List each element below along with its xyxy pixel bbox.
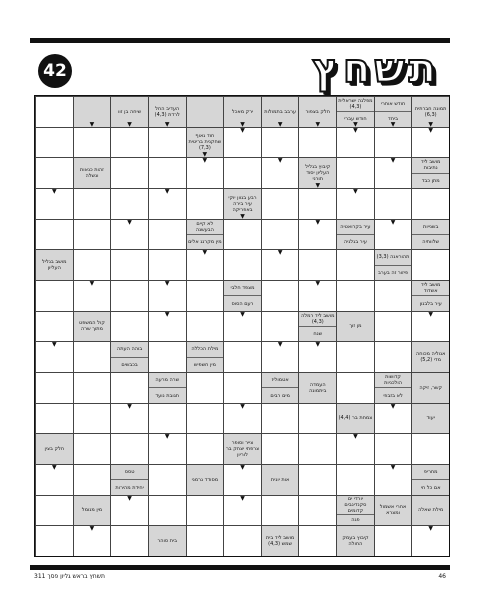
answer-cell[interactable] [186, 188, 224, 219]
answer-cell[interactable] [336, 127, 374, 158]
title-area [270, 46, 440, 90]
clue-text: מושב ליד רמלה (4,3) [301, 312, 335, 325]
clue-text-secondary: ביחד [375, 111, 412, 126]
answer-cell[interactable] [261, 249, 299, 280]
clue-cell [374, 249, 412, 280]
answer-cell[interactable] [110, 188, 148, 219]
clue-text-secondary: שלוותיה [412, 234, 449, 249]
clue-cell [73, 495, 111, 526]
clue-text: שיחה בן זוו [118, 108, 142, 115]
answer-cell[interactable] [374, 433, 412, 464]
clue-text: בשנייות [423, 223, 439, 230]
answer-cell[interactable] [110, 525, 148, 556]
answer-cell[interactable] [223, 495, 261, 526]
clue-text: אנוליה מכוחה מדי (5,2) [415, 351, 446, 364]
arrow-down-icon: ▼ [127, 218, 132, 226]
arrow-down-icon: ▼ [353, 433, 358, 441]
arrow-down-icon: ▼ [164, 120, 170, 127]
clue-cell [374, 372, 412, 403]
clue-text: אות יונית [270, 476, 290, 483]
arrow-down-icon: ▼ [240, 126, 245, 134]
arrow-down-icon: ▼ [52, 341, 57, 349]
answer-cell[interactable] [336, 157, 374, 188]
clue-text-secondary: חודש עברי [337, 111, 374, 126]
arrow-down-icon: ▼ [52, 187, 57, 195]
footer-rule [30, 565, 450, 570]
answer-cell[interactable] [223, 464, 261, 495]
answer-cell[interactable] [35, 188, 73, 219]
clue-cell [223, 280, 261, 311]
answer-cell[interactable] [110, 311, 148, 342]
clue-text: חוד גאוף שחקנית בריטית (7,3) [188, 133, 222, 152]
answer-cell[interactable] [298, 464, 336, 495]
answer-cell[interactable] [223, 372, 261, 403]
answer-cell[interactable] [186, 157, 224, 188]
page-number: 46 [438, 573, 446, 580]
clue-text: צייר וסופר צרפתי יצחק בר לוריון [225, 440, 260, 459]
clue-text-secondary: מין מקרנג אלים [187, 234, 224, 249]
answer-cell[interactable] [110, 280, 148, 311]
answer-cell[interactable] [73, 372, 111, 403]
answer-cell[interactable] [411, 311, 449, 342]
arrow-down-icon: ▼ [315, 120, 321, 127]
clue-text-secondary: רעם הסוס [224, 295, 261, 310]
arrow-down-icon: ▼ [240, 494, 245, 502]
clue-text-secondary: יחידת מהירות [111, 479, 148, 494]
clue-cell [336, 525, 374, 556]
answer-cell[interactable] [374, 525, 412, 556]
clue-cell [336, 96, 374, 127]
answer-cell[interactable] [73, 341, 111, 372]
clue-text-secondary: פיזור זה בערב [375, 265, 412, 280]
answer-cell[interactable] [223, 157, 261, 188]
clue-text-secondary: מין חשפיש [187, 357, 224, 372]
arrow-down-icon: ▼ [353, 126, 358, 134]
arrow-down-icon: ▼ [240, 212, 245, 219]
arrow-down-icon: ▼ [240, 463, 245, 471]
clue-cell [411, 372, 449, 403]
answer-cell[interactable] [298, 188, 336, 219]
clue-text: מצפד חלבי [230, 285, 255, 292]
clue-text: מושב ליד אשדוד [420, 282, 441, 295]
clue-text: קיבוץ בגליל העליון יסוד תורני [305, 164, 331, 183]
answer-cell[interactable] [35, 525, 73, 556]
answer-cell[interactable] [35, 219, 73, 250]
arrow-down-icon: ▼ [202, 157, 208, 165]
answer-cell[interactable] [336, 372, 374, 403]
clue-text: קול המשפט מתוך שרה [79, 320, 105, 333]
arrow-down-icon: ▼ [164, 187, 170, 195]
answer-cell[interactable] [336, 188, 374, 219]
clue-cell [148, 372, 186, 403]
answer-cell[interactable] [73, 464, 111, 495]
clue-text: מושב בגליל העליון [42, 259, 67, 272]
clue-text-secondary: עיר בלבנון [412, 295, 449, 310]
answer-cell[interactable] [261, 403, 299, 434]
answer-cell[interactable] [411, 433, 449, 464]
answer-cell[interactable] [110, 157, 148, 188]
clue-cell [336, 219, 374, 250]
answer-cell[interactable] [261, 341, 299, 372]
arrow-down-icon: ▼ [240, 310, 245, 318]
answer-cell[interactable] [336, 433, 374, 464]
answer-cell[interactable] [411, 188, 449, 219]
answer-cell[interactable] [73, 188, 111, 219]
answer-cell[interactable] [374, 311, 412, 342]
answer-cell[interactable] [186, 433, 224, 464]
clue-text: קשר, זיקה [419, 384, 443, 391]
answer-cell[interactable] [148, 403, 186, 434]
arrow-down-icon: ▼ [353, 120, 358, 127]
arrow-down-icon: ▼ [353, 187, 358, 195]
arrow-down-icon: ▼ [164, 433, 170, 441]
arrow-down-icon: ▼ [127, 494, 132, 502]
answer-cell[interactable] [336, 464, 374, 495]
clue-cell [186, 96, 224, 127]
clue-cell [186, 127, 224, 158]
arrow-down-icon: ▼ [428, 126, 433, 134]
arrow-down-icon: ▼ [315, 341, 321, 349]
clue-text: ערבב בתמולות [264, 108, 297, 115]
arrow-down-icon: ▼ [428, 120, 433, 127]
clue-cell [148, 96, 186, 127]
clue-cell [374, 96, 412, 127]
answer-cell[interactable] [374, 403, 412, 434]
arrow-down-icon: ▼ [164, 279, 170, 287]
clue-text: אטמוליז [271, 377, 289, 384]
clue-text: עיר בקרואטיה [340, 223, 371, 230]
footer-publication: תשחץ בראש גליון פסך 311 [34, 573, 105, 580]
answer-cell[interactable] [110, 495, 148, 526]
answer-cell[interactable] [298, 127, 336, 158]
clue-text: מושב ליד נתיבות [420, 159, 441, 172]
clue-text: מן זוך [349, 323, 362, 330]
clue-cell [110, 96, 148, 127]
answer-cell[interactable] [110, 433, 148, 464]
answer-cell[interactable] [35, 341, 73, 372]
clue-cell [411, 96, 449, 127]
clue-text: יורדי ים סקנדינבים קדומים [344, 495, 367, 514]
clue-text: חודש אוחרי [380, 101, 406, 108]
answer-cell[interactable] [148, 188, 186, 219]
answer-cell[interactable] [223, 525, 261, 556]
clue-text: טסס [124, 469, 135, 476]
answer-cell[interactable] [148, 495, 186, 526]
puzzle-number-badge: 42 [38, 54, 72, 88]
clue-cell [374, 495, 412, 526]
arrow-down-icon: ▼ [315, 181, 321, 188]
answer-cell[interactable] [374, 464, 412, 495]
answer-cell[interactable] [110, 127, 148, 158]
answer-cell[interactable] [35, 157, 73, 188]
answer-cell[interactable] [73, 525, 111, 556]
clue-cell [298, 372, 336, 403]
answer-cell[interactable] [73, 433, 111, 464]
arrow-down-icon: ▼ [390, 157, 396, 165]
answer-cell[interactable] [35, 372, 73, 403]
answer-cell[interactable] [35, 127, 73, 158]
clue-cell [298, 157, 336, 188]
clue-text: רבע בגוון יוקי עיר בירה באפריקה [228, 194, 257, 213]
answer-cell[interactable] [148, 219, 186, 250]
clue-text: חלק בצין [44, 446, 65, 453]
arrow-down-icon: ▼ [89, 120, 95, 127]
clue-text: שרה מרעה [155, 377, 180, 384]
clue-cell [411, 341, 449, 372]
clue-cell [261, 372, 299, 403]
answer-cell[interactable] [110, 249, 148, 280]
clue-text: העמדה ביתמונה [309, 381, 327, 394]
clue-cell [298, 96, 336, 127]
answer-cell[interactable] [148, 341, 186, 372]
answer-cell[interactable] [186, 403, 224, 434]
clue-cell [411, 280, 449, 311]
answer-cell[interactable] [223, 127, 261, 158]
clue-text-secondary: תגובת נועד [149, 387, 186, 402]
clue-cell [411, 495, 449, 526]
answer-cell[interactable] [148, 433, 186, 464]
answer-cell[interactable] [261, 219, 299, 250]
clue-text: קדושות הולכניות [384, 374, 402, 387]
clue-text: יעוד [426, 415, 435, 422]
arrow-down-icon: ▼ [390, 218, 396, 226]
clue-cell [261, 464, 299, 495]
answer-cell[interactable] [73, 249, 111, 280]
answer-cell[interactable] [73, 280, 111, 311]
clue-cell [73, 96, 111, 127]
answer-cell[interactable] [298, 219, 336, 250]
answer-cell[interactable] [186, 495, 224, 526]
clue-cell [223, 96, 261, 127]
puzzle-title: תשחץ [312, 46, 440, 92]
clue-cell [148, 525, 186, 556]
answer-cell[interactable] [298, 433, 336, 464]
top-rule [30, 38, 450, 43]
answer-cell[interactable] [223, 341, 261, 372]
answer-cell[interactable] [336, 249, 374, 280]
clue-text-secondary: מתן כבד [412, 173, 449, 188]
arrow-down-icon: ▼ [277, 157, 283, 165]
clue-cell [411, 464, 449, 495]
answer-cell[interactable] [261, 127, 299, 158]
arrow-down-icon: ▼ [127, 402, 132, 410]
answer-cell[interactable] [73, 219, 111, 250]
clue-text: תהוראנה (3,3) [376, 254, 410, 261]
answer-cell[interactable] [110, 403, 148, 434]
clue-cell [186, 341, 224, 372]
answer-cell[interactable] [261, 495, 299, 526]
clue-cell [110, 341, 148, 372]
clue-cell [336, 495, 374, 526]
answer-cell[interactable] [223, 249, 261, 280]
clue-text: מפלגה ישראלית (4,3) [338, 98, 373, 111]
answer-cell[interactable] [186, 372, 224, 403]
answer-cell[interactable] [110, 372, 148, 403]
answer-cell[interactable] [298, 280, 336, 311]
answer-cell[interactable] [261, 280, 299, 311]
answer-cell[interactable] [35, 495, 73, 526]
answer-cell[interactable] [261, 311, 299, 342]
clue-text: מושב ליד בית שמש (4,3) [265, 535, 295, 548]
clue-text: מחריפ [423, 469, 438, 476]
answer-cell[interactable] [35, 464, 73, 495]
arrow-down-icon: ▼ [390, 402, 396, 410]
answer-cell[interactable] [186, 249, 224, 280]
clue-cell [336, 311, 374, 342]
answer-cell[interactable] [374, 188, 412, 219]
arrow-down-icon: ▼ [428, 310, 433, 318]
answer-cell[interactable] [186, 280, 224, 311]
arrow-down-icon: ▼ [164, 310, 170, 318]
clue-text: מילת שאלה [418, 507, 444, 514]
answer-cell[interactable] [148, 464, 186, 495]
answer-cell[interactable] [411, 127, 449, 158]
answer-cell[interactable] [73, 403, 111, 434]
clue-text: זהות כנאות ונשלה [80, 167, 104, 180]
answer-cell[interactable] [35, 96, 73, 127]
answer-cell[interactable] [261, 157, 299, 188]
clue-text: צמחת בר (4,4) [338, 415, 373, 422]
answer-cell[interactable] [374, 341, 412, 372]
clue-text: אחרי אשמול ומצרא [379, 504, 407, 517]
arrow-down-icon: ▼ [315, 279, 321, 287]
answer-cell[interactable] [261, 433, 299, 464]
arrow-down-icon: ▼ [202, 151, 208, 158]
clue-text: העדיב החל לרדת (4,3) [154, 105, 180, 118]
answer-cell[interactable] [298, 341, 336, 372]
arrow-down-icon: ▼ [315, 218, 321, 226]
arrow-down-icon: ▼ [390, 120, 396, 127]
answer-cell[interactable] [411, 249, 449, 280]
clue-cell [336, 403, 374, 434]
answer-cell[interactable] [374, 280, 412, 311]
arrow-down-icon: ▼ [52, 463, 57, 471]
answer-cell[interactable] [411, 525, 449, 556]
answer-cell[interactable] [148, 127, 186, 158]
clue-text: בית סוהר [157, 538, 178, 545]
clue-cell [223, 188, 261, 219]
clue-text: מין מנומל [81, 507, 103, 514]
answer-cell[interactable] [35, 280, 73, 311]
clue-text-secondary: מים רבים [262, 387, 299, 402]
arrow-down-icon: ▼ [240, 402, 245, 410]
clue-cell [411, 219, 449, 250]
clue-text-secondary: לא בזבוזי [375, 387, 412, 402]
clue-cell [35, 249, 73, 280]
answer-cell[interactable] [298, 495, 336, 526]
answer-cell[interactable] [73, 127, 111, 158]
answer-cell[interactable] [186, 525, 224, 556]
clue-text: מסודד גרמני [191, 476, 219, 483]
crossword-grid [35, 96, 449, 556]
arrow-down-icon: ▼ [202, 249, 208, 257]
clue-text: מילת הכללה [191, 346, 219, 353]
clue-cell [223, 433, 261, 464]
arrow-down-icon: ▼ [89, 279, 95, 287]
answer-cell[interactable] [298, 403, 336, 434]
clue-text-secondary: בכבשים [111, 357, 148, 372]
answer-cell[interactable] [223, 403, 261, 434]
answer-cell[interactable] [35, 403, 73, 434]
answer-cell[interactable] [148, 280, 186, 311]
clue-cell [298, 311, 336, 342]
answer-cell[interactable] [261, 188, 299, 219]
arrow-down-icon: ▼ [390, 463, 396, 471]
arrow-down-icon: ▼ [277, 341, 283, 349]
arrow-down-icon: ▼ [277, 249, 283, 257]
arrow-down-icon: ▼ [240, 120, 245, 127]
crossword-grid-frame [34, 95, 450, 557]
answer-cell[interactable] [148, 249, 186, 280]
answer-cell[interactable] [374, 219, 412, 250]
answer-cell[interactable] [148, 311, 186, 342]
answer-cell[interactable] [336, 280, 374, 311]
answer-cell[interactable] [110, 219, 148, 250]
clue-cell [411, 157, 449, 188]
clue-cell [110, 464, 148, 495]
answer-cell[interactable] [148, 157, 186, 188]
clue-text-secondary: פגה [337, 514, 374, 526]
answer-cell[interactable] [298, 249, 336, 280]
clue-cell [186, 219, 224, 250]
clue-text: ירק מאכל [231, 108, 254, 115]
clue-text [187, 97, 224, 127]
arrow-down-icon: ▼ [428, 525, 433, 533]
clue-cell [411, 403, 449, 434]
answer-cell[interactable] [186, 311, 224, 342]
clue-cell [73, 157, 111, 188]
arrow-down-icon: ▼ [127, 120, 132, 127]
answer-cell[interactable] [374, 127, 412, 158]
answer-cell[interactable] [223, 219, 261, 250]
clue-text-secondary: שנח [299, 326, 336, 341]
clue-text-secondary: עיר בגלגיה [337, 234, 374, 249]
clue-cell [73, 311, 111, 342]
clue-text: קיבוץ בעמק החולה [342, 535, 369, 548]
clue-cell [35, 433, 73, 464]
clue-cell [261, 96, 299, 127]
answer-cell[interactable] [374, 157, 412, 188]
clue-cell [261, 525, 299, 556]
answer-cell[interactable] [35, 311, 73, 342]
clue-text: לא קיים הבעשנה [195, 220, 214, 233]
clue-text: תמונה חברתית (6,3) [414, 105, 447, 118]
arrow-down-icon: ▼ [277, 120, 283, 127]
answer-cell[interactable] [336, 341, 374, 372]
answer-cell[interactable] [298, 525, 336, 556]
arrow-down-icon: ▼ [89, 525, 95, 533]
clue-text-secondary: אם כל חי [412, 479, 449, 494]
answer-cell[interactable] [223, 311, 261, 342]
clue-cell [186, 464, 224, 495]
clue-text: בוהה העתה [116, 346, 143, 353]
clue-text: חלק בצפור [305, 108, 330, 115]
